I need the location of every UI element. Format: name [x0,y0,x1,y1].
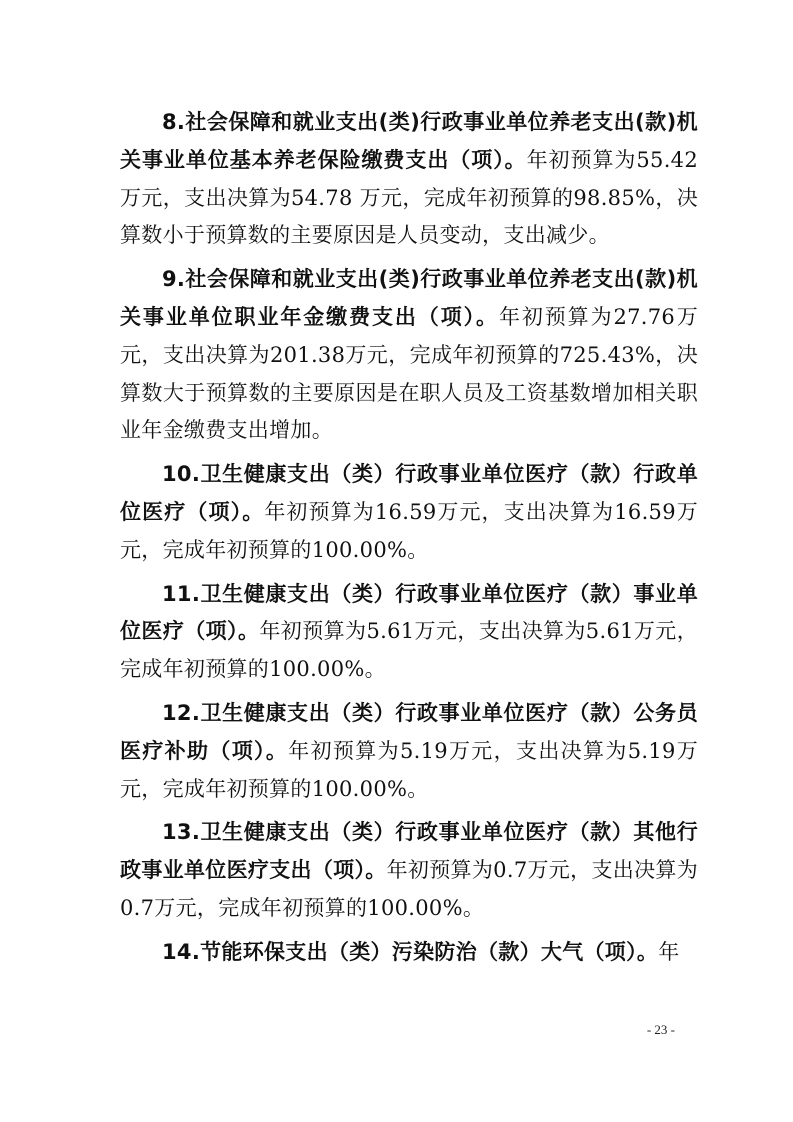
paragraph-item-8 [120,104,698,255]
page-number: - 23 - [646,1022,675,1037]
paragraph-text: 年初预算为5.61万元，支出决算为5.61万元，完成年初预算的100.00%。 [120,619,698,682]
paragraph-text: 年初预算为27.76万元，支出决算为201.38万元，完成年初预算的725.43%，决算数大于预算数的主要原因是在职人员及工资基数增加相关职业年金缴费支出增加。 [120,304,698,443]
paragraph-item-9 [120,261,698,450]
paragraph-text: 年初预算为16.59万元，支出决算为16.59万元，完成年初预算的100.00%。 [120,499,698,562]
paragraph-heading: 12.卫生健康支出（类）行政事业单位医疗（款）公务员医疗补助（项）。 [120,700,698,763]
paragraph-item-14 [120,934,698,972]
paragraph-text: 年初预算为0.7万元，支出决算为0.7万元，完成年初预算的100.00%。 [120,858,699,920]
paragraph-text: 年 [658,939,680,964]
document-body [120,104,698,978]
paragraph-heading: 13.卫生健康支出（类）行政事业单位医疗（款）其他行政事业单位医疗支出（项）。 [120,820,698,883]
paragraph-heading: 9.社会保障和就业支出(类)行政事业单位养老支出(款)机关事业单位职业年金缴费支出（项）。 [120,267,698,329]
paragraph-text: 年初预算为55.42 万元，支出决算为54.78 万元，完成年初预算的98.85%，决算数小于预算数的主要原因是人员变动，支出减少。 [120,147,698,248]
paragraph-item-12 [120,695,698,808]
paragraph-heading: 11.卫生健康支出（类）行政事业单位医疗（款）事业单位医疗（项）。 [120,581,698,644]
paragraph-item-10 [120,456,698,569]
paragraph-item-13 [120,814,698,927]
paragraph-item-11 [120,576,698,689]
paragraph-heading: 14.节能环保支出（类）污染防治（款）大气（项）。 [162,939,659,964]
paragraph-heading: 10.卫生健康支出（类）行政事业单位医疗（款）行政单位医疗（项）。 [120,462,698,524]
paragraph-text: 年初预算为5.19万元，支出决算为5.19万元，完成年初预算的100.00%。 [120,738,698,801]
paragraph-heading: 8.社会保障和就业支出(类)行政事业单位养老支出(款)机关事业单位基本养老保险缴费支出（项）。 [120,110,698,172]
